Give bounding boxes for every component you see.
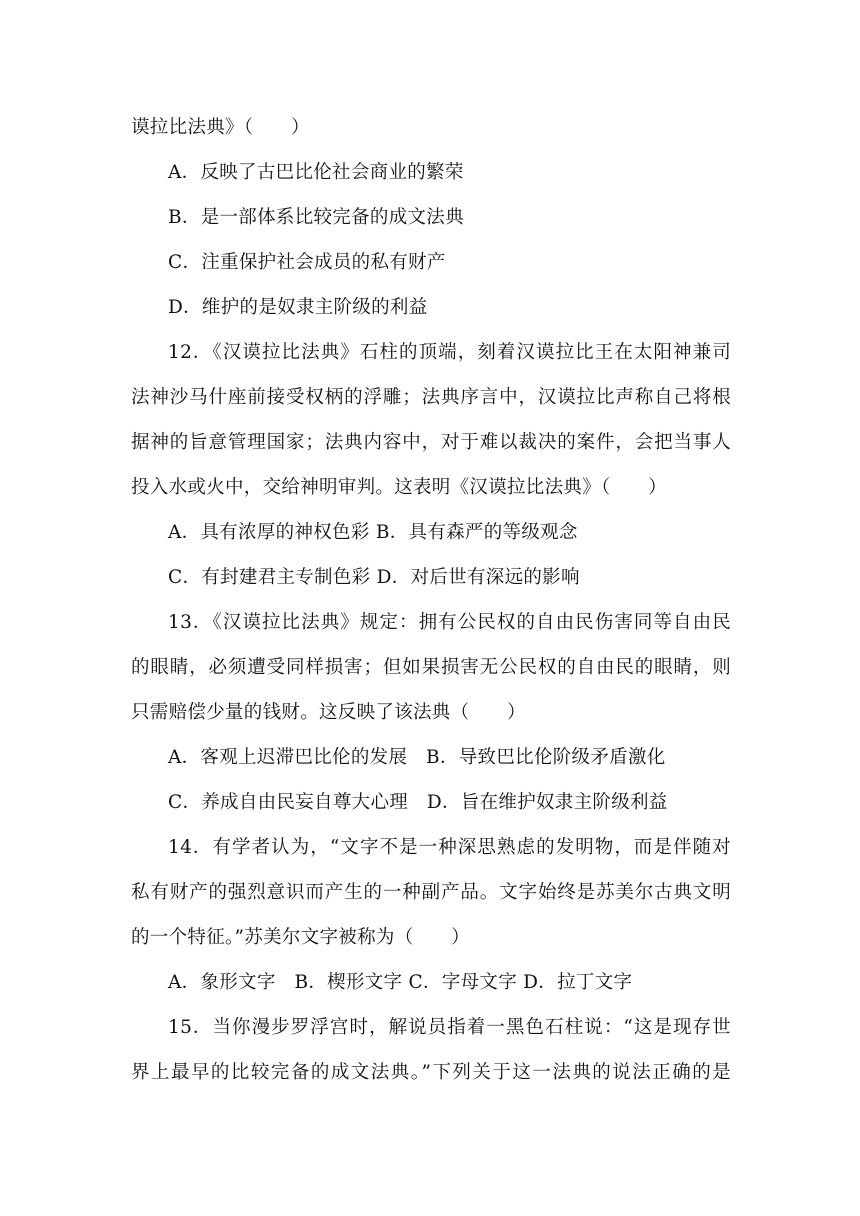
- q11-option-d: D．维护的是奴隶主阶级的利益: [168, 297, 428, 318]
- question-12-line-3: 据神的旨意管理国家；法典内容中，对于难以裁决的案件，会把当事人: [131, 432, 731, 453]
- q11-option-c: C．注重保护社会成员的私有财产: [168, 252, 446, 273]
- question-13-line-2: 的眼睛，必须遭受同样损害；但如果损害无公民权的自由民的眼睛，则: [131, 657, 731, 678]
- q11-option-b: B．是一部体系比较完备的成文法典: [168, 207, 464, 228]
- q12-options-cd: C．有封建君主专制色彩 D．对后世有深远的影响: [168, 567, 580, 588]
- q12-options-ab: A．具有浓厚的神权色彩 B．具有森严的等级观念: [168, 522, 578, 543]
- question-11-stem-end: 谟拉比法典》（ ）: [131, 117, 310, 138]
- question-12-line-1: 12．《汉谟拉比法典》石柱的顶端，刻着汉谟拉比王在太阳神兼司: [168, 342, 731, 363]
- q13-options-cd: C．养成自由民妄自尊大心理 D．旨在维护奴隶主阶级利益: [168, 792, 668, 813]
- q11-option-a: A．反映了古巴比伦社会商业的繁荣: [168, 162, 464, 183]
- question-15-line-2: 界上最早的比较完备的成文法典。”下列关于这一法典的说法正确的是: [131, 1062, 731, 1083]
- question-12-line-2: 法神沙马什座前接受权柄的浮雕；法典序言中，汉谟拉比声称自己将根: [131, 387, 731, 408]
- question-13-line-3: 只需赔偿少量的钱财。这反映了该法典（ ）: [131, 702, 526, 723]
- q13-options-ab: A．客观上迟滞巴比伦的发展 B．导致巴比伦阶级矛盾激化: [168, 747, 666, 768]
- question-14-line-2: 私有财产的强烈意识而产生的一种副产品。文字始终是苏美尔古典文明: [131, 882, 731, 903]
- question-14-line-1: 14．有学者认为，“文字不是一种深思熟虑的发明物，而是伴随对: [168, 837, 731, 858]
- q14-options: A．象形文字 B．楔形文字 C．字母文字 D．拉丁文字: [168, 972, 633, 993]
- question-15-line-1: 15．当你漫步罗浮宫时，解说员指着一黑色石柱说：“这是现存世: [168, 1017, 731, 1038]
- question-13-line-1: 13．《汉谟拉比法典》规定：拥有公民权的自由民伤害同等自由民: [168, 612, 731, 633]
- question-12-line-4: 投入水或火中，交给神明审判。这表明《汉谟拉比法典》（ ）: [131, 477, 667, 498]
- question-14-line-3: 的一个特征。”苏美尔文字被称为（ ）: [131, 927, 470, 948]
